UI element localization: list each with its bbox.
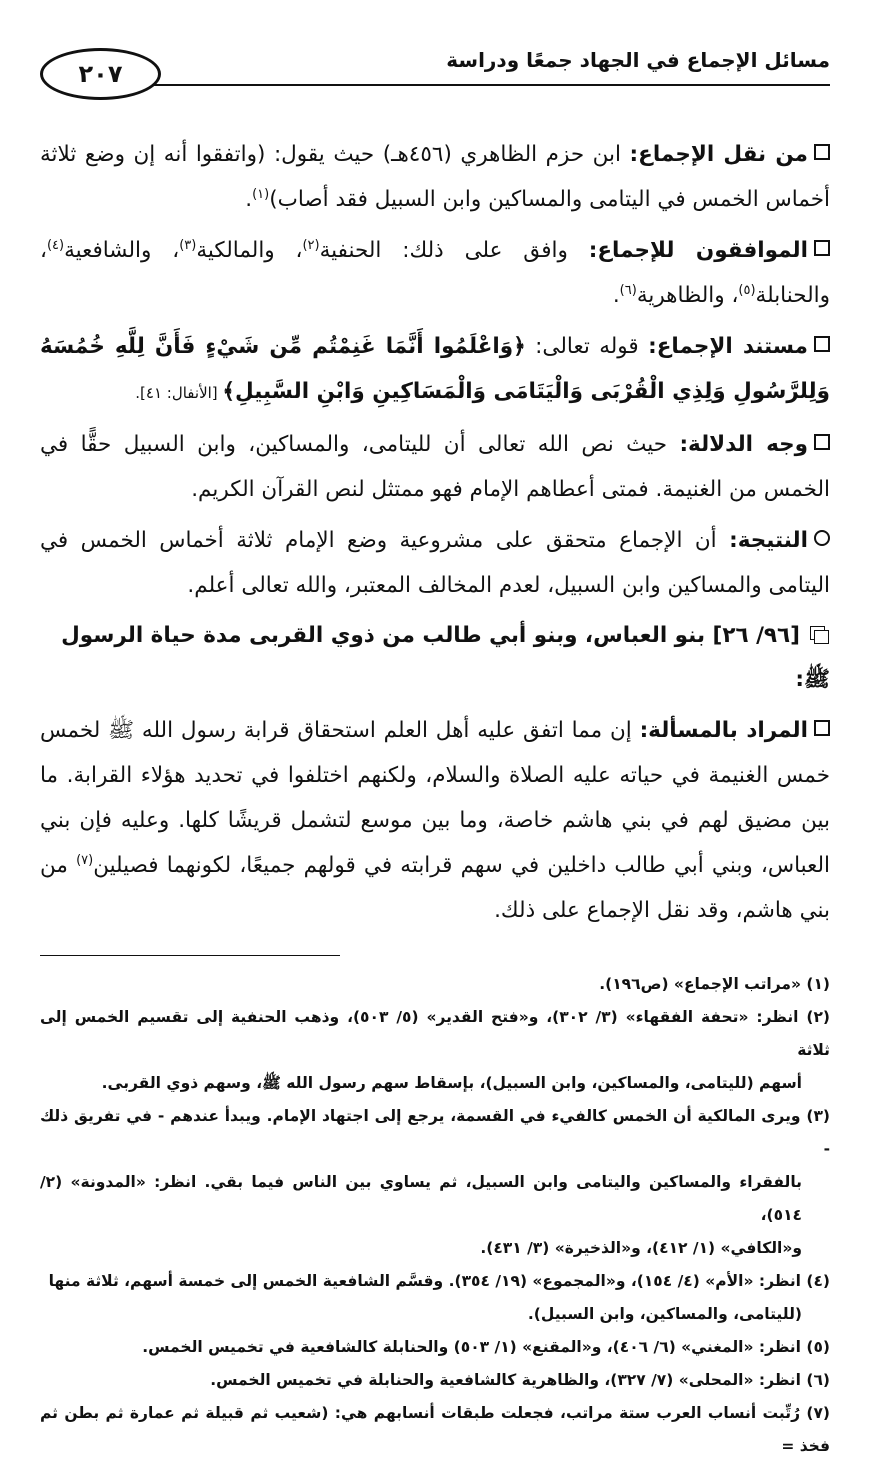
main-text: [40, 132, 830, 933]
paragraph-text: ، والمالكية: [196, 238, 303, 263]
paragraph-text: حيث نص الله تعالى أن لليتامى، والمساكين، وابن السبيل حقًّا في الخمس من الغنيمة. فمتى أعطاهم الإمام فهو ممتثل لنص القرآن الكريم.: [40, 432, 830, 502]
paragraph-agreeing-schools: [40, 228, 830, 318]
footnote-3-continued: بالفقراء والمساكين واليتامى وابن السبيل، ثم يساوي بين الناس فيما بقي. انظر: «المدونة» (٢/ ٥١٤)،: [40, 1173, 802, 1224]
paragraph-lead: مستند الإجماع:: [648, 334, 808, 359]
paragraph-result: [40, 518, 830, 608]
square-bullet-icon: [814, 434, 830, 450]
footnote-1: (١) «مراتب الإجماع» (ص١٩٦).: [599, 975, 830, 993]
book-page: [40, 40, 830, 1463]
footnote-2: (٢) انظر: «تحفة الفقهاء» (٣/ ٣٠٢)، و«فتح القدير» (٥/ ٥٠٣)، وذهب الحنفية إلى تقسيم الخمس إلى ثلاثة: [40, 1008, 831, 1059]
footnote-2-continued: أسهم (لليتامى، والمساكين، وابن السبيل)، بإسقاط سهم رسول الله ﷺ، وسهم ذوي القربى.: [101, 1074, 802, 1092]
paragraph-tail: .: [245, 187, 253, 212]
footnote-marker: (٢): [302, 237, 320, 253]
page-number-oval: [40, 48, 161, 100]
footnote-6: (٦) انظر: «المحلى» (٧/ ٣٢٧)، والظاهرية كالشافعية والحنابلة في تخميس الخمس.: [210, 1371, 830, 1389]
footnote-marker: (٧): [76, 852, 94, 868]
square-bullet-icon: [814, 336, 830, 352]
section-heading: [40, 614, 830, 702]
running-title: مسائل الإجماع في الجهاد جمعًا ودراسة: [446, 48, 830, 72]
paragraph-text: ، والظاهرية: [636, 283, 739, 308]
footnote-marker: (١): [252, 186, 270, 202]
paragraph-text: ابن حزم الظاهري (٤٥٦هـ) حيث يقول: (واتفقوا أنه إن وضع ثلاثة أخماس الخمس في اليتامى والمساكين وابن السبيل فقد أصاب): [40, 142, 830, 212]
paragraph-text: .: [612, 283, 620, 308]
paragraph-tail: من بني هاشم، وقد نقل الإجماع على ذلك.: [40, 853, 830, 923]
footnote-separator: [40, 955, 340, 956]
paragraph-issue-meaning: [40, 708, 830, 933]
paragraph-ijma-basis: [40, 324, 830, 416]
verse-reference: [الأنفال: ٤١].: [135, 384, 223, 402]
footnote-5: (٥) انظر: «المغني» (٦/ ٤٠٦)، و«المقنع» (١/ ٥٠٣) والحنابلة كالشافعية في تخميس الخمس.: [142, 1338, 830, 1356]
footnotes: [40, 968, 830, 1463]
footnote-marker: (٤): [46, 237, 65, 253]
paragraph-text: ، والشافعية: [64, 238, 180, 263]
footnote-7: (٧) رُتِّبت أنساب العرب ستة مراتب، فجعلت طبقات أنسابهم هي: (شعيب ثم قبيلة ثم عمارة ثم بطن ثم فخذ =: [40, 1404, 830, 1455]
paragraph-lead: وجه الدلالة:: [679, 432, 808, 457]
paragraph-evidence-aspect: [40, 422, 830, 512]
paragraph-text: أن الإجماع متحقق على مشروعية وضع الإمام ثلاثة أخماس الخمس في اليتامى والمساكين وابن السبيل، لعدم المخالف المعتبر، والله تعالى أعلم.: [40, 528, 830, 598]
square-bullet-icon: [814, 144, 830, 160]
circle-bullet-icon: [814, 530, 830, 546]
square-bullet-icon: [814, 720, 830, 736]
footnote-marker: (٥): [738, 282, 756, 298]
quran-verse: ﴿وَاعْلَمُوا أَنَّمَا غَنِمْتُم مِّن شَيْءٍ فَأَنَّ لِلَّهِ خُمُسَهُ وَلِلرَّسُولِ وَلِذِي الْقُرْبَى وَالْيَتَامَى وَالْمَسَاكِينِ وَابْنِ السَّبِيلِ﴾: [40, 334, 830, 404]
paragraph-text: ، والحنابلة: [40, 238, 830, 308]
page-header: [40, 40, 830, 110]
paragraph-lead: من نقل الإجماع:: [629, 142, 808, 167]
paragraph-lead: الموافقون للإجماع:: [588, 238, 808, 263]
paragraph-text: قوله تعالى:: [525, 334, 649, 359]
paragraph-ijma-transmitter: [40, 132, 830, 222]
square-bullet-icon: [814, 240, 830, 256]
section-heading-text: [٩٦/ ٢٦] بنو العباس، وبنو أبي طالب من ذوي القربى مدة حياة الرسول ﷺ:: [61, 623, 830, 692]
footnote-3-continued: و«الكافي» (١/ ٤١٢)، و«الذخيرة» (٣/ ٤٣١).: [480, 1239, 802, 1257]
paragraph-text: إن مما اتفق عليه أهل العلم استحقاق قرابة رسول الله ﷺ لخمس خمس الغنيمة في حياته عليه الصلاة والسلام، ولكنهم اختلفوا في تحديد هؤلاء القرابة. ما بين مضيق لهم في بني هاشم خاصة، وما بين موسع لتشمل قريشًا كلها. وعليه فإن بني العباس، وبني أبي طالب داخلين في سهم قرابته في قولهم جميعًا، لكونهما فصيلين: [40, 718, 830, 878]
paragraph-lead: المراد بالمسألة:: [639, 718, 808, 743]
footnote-4-continued: (لليتامى، والمساكين، وابن السبيل).: [527, 1305, 802, 1323]
footnote-marker: (٦): [619, 282, 637, 298]
footnote-marker: (٣): [179, 237, 197, 253]
footnote-3: (٣) ويرى المالكية أن الخمس كالفيء في القسمة، يرجع إلى اجتهاد الإمام. ويبدأ عندهم - في تفريق ذلك -: [40, 1107, 830, 1158]
stacked-pages-icon: [810, 626, 830, 644]
header-rule: [152, 84, 830, 86]
paragraph-text: وافق على ذلك: الحنفية: [319, 238, 589, 263]
paragraph-lead: النتيجة:: [729, 528, 808, 553]
footnote-4: (٤) انظر: «الأم» (٤/ ١٥٤)، و«المجموع» (١٩/ ٣٥٤). وقسَّم الشافعية الخمس إلى خمسة أسهم، ثلاثة منها: [48, 1272, 830, 1290]
page-number: ٢٠٧: [78, 60, 123, 88]
